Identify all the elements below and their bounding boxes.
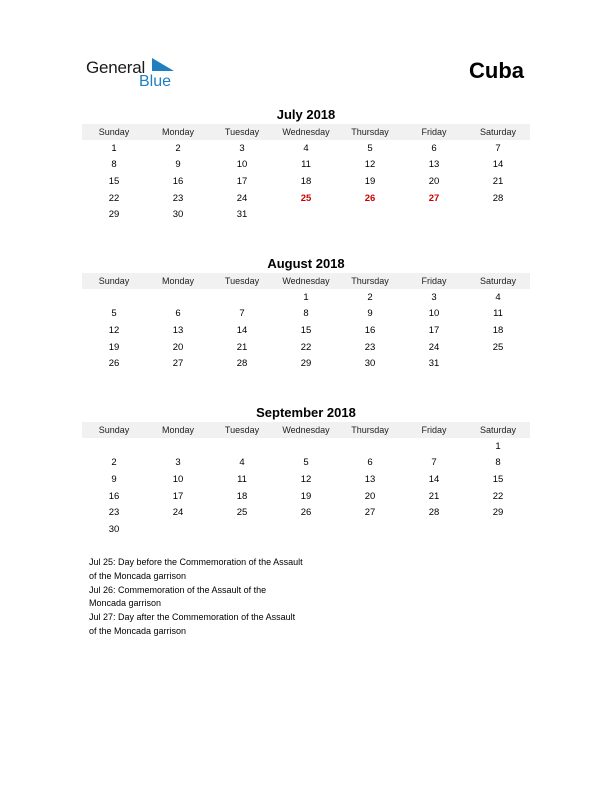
day-cell: 5 (367, 142, 373, 154)
weekday-label: Monday (161, 276, 195, 286)
day-cell: 27 (364, 507, 376, 519)
day-cell: 2 (111, 457, 117, 469)
weekday-label: Wednesday (282, 276, 330, 286)
day-cell: 5 (303, 457, 309, 469)
week-row (82, 306, 530, 323)
day-cell: 18 (492, 324, 504, 336)
month-title: July 2018 (276, 107, 336, 122)
note-line: Jul 25: Day before the Commemoration of the Assault (89, 557, 303, 567)
day-cell: 23 (364, 341, 376, 353)
day-cell: 3 (431, 291, 437, 303)
logo-general-text: General (86, 58, 146, 77)
day-cell: 2 (175, 142, 181, 154)
logo-triangle-icon (152, 58, 176, 72)
day-cell: 16 (108, 490, 120, 502)
day-cell: 28 (236, 358, 248, 370)
day-cell: 14 (492, 159, 504, 171)
week-row (82, 438, 530, 455)
month-july (82, 106, 530, 223)
weekday-label: Sunday (98, 425, 130, 435)
day-cell: 13 (364, 473, 376, 485)
day-cell: 9 (111, 473, 117, 485)
day-cell: 31 (236, 209, 248, 221)
weekday-label: Wednesday (282, 425, 330, 435)
day-cell: 9 (367, 308, 373, 320)
day-cell: 14 (236, 324, 248, 336)
note-line: of the Moncada garrison (89, 570, 187, 581)
week-row (82, 206, 530, 223)
day-cell: 31 (428, 358, 440, 370)
day-cell: 23 (108, 507, 120, 519)
day-cell: 12 (300, 473, 312, 485)
day-cell: 30 (172, 209, 184, 221)
day-cell: 6 (431, 142, 437, 154)
weekday-label: Sunday (98, 276, 130, 286)
week-row (82, 471, 530, 488)
note-line: Jul 27: Day after the Commemoration of the Assault (89, 612, 296, 623)
week-row (82, 322, 530, 339)
day-cell: 3 (175, 457, 181, 469)
day-cell: 19 (108, 341, 120, 353)
day-cell: 30 (108, 523, 120, 535)
weekday-label: Friday (421, 276, 447, 286)
day-cell: 15 (108, 175, 120, 187)
day-cell: 22 (492, 490, 504, 502)
day-cell: 6 (175, 308, 181, 320)
weekday-label: Monday (161, 127, 195, 137)
day-cell: 21 (236, 341, 248, 353)
day-cell: 8 (111, 159, 117, 171)
day-cell: 10 (428, 308, 440, 320)
day-cell: 25 (236, 507, 248, 519)
day-cell: 14 (428, 473, 440, 485)
day-cell: 15 (300, 324, 312, 336)
day-cell: 22 (108, 192, 120, 204)
weekday-label: Tuesday (224, 276, 260, 286)
day-cell: 7 (495, 142, 501, 154)
day-cell: 21 (428, 490, 440, 502)
day-cell: 7 (239, 308, 245, 320)
weekday-label: Saturday (479, 276, 517, 286)
day-cell: 29 (300, 358, 312, 370)
week-row (82, 157, 530, 174)
day-cell: 20 (364, 490, 376, 502)
day-cell: 29 (108, 209, 120, 221)
weekday-label: Sunday (98, 127, 130, 137)
day-cell: 30 (364, 358, 376, 370)
weekday-label: Friday (421, 425, 447, 435)
weekday-label: Wednesday (282, 127, 330, 137)
weekday-label: Tuesday (224, 127, 260, 137)
weekday-header (82, 422, 530, 438)
day-cell: 5 (111, 308, 117, 320)
day-cell: 17 (236, 175, 248, 187)
weekday-label: Friday (421, 127, 447, 137)
day-cell: 3 (239, 142, 245, 154)
note-line: Moncada garrison (89, 598, 162, 609)
day-cell: 9 (175, 159, 181, 171)
week-row (82, 455, 530, 472)
month-title: August 2018 (267, 256, 345, 271)
weekday-label: Thursday (351, 425, 389, 435)
week-row (82, 190, 530, 207)
weekday-header (82, 273, 530, 289)
day-cell: 7 (431, 457, 437, 469)
day-cell: 28 (492, 192, 504, 204)
day-cell: 1 (495, 440, 501, 452)
note-line: Jul 26: Commemoration of the Assault of the (89, 584, 267, 595)
day-cell: 11 (237, 473, 247, 485)
day-cell: 20 (428, 175, 440, 187)
weekday-label: Saturday (479, 425, 517, 435)
day-cell: 18 (300, 175, 312, 187)
week-row (82, 504, 530, 521)
day-cell: 28 (428, 507, 440, 519)
day-cell: 10 (172, 473, 184, 485)
holiday-notes (89, 556, 349, 639)
day-cell: 18 (236, 490, 248, 502)
day-cell: 4 (303, 142, 309, 154)
weekday-label: Saturday (479, 127, 517, 137)
day-cell: 13 (428, 159, 440, 171)
day-cell: 19 (300, 490, 312, 502)
holiday-day-cell: 27 (428, 192, 440, 204)
day-cell: 26 (108, 358, 120, 370)
day-cell: 17 (172, 490, 184, 502)
day-cell: 22 (300, 341, 312, 353)
day-cell: 25 (492, 341, 504, 353)
week-row (82, 140, 530, 157)
day-cell: 4 (495, 291, 501, 303)
day-cell: 13 (172, 324, 184, 336)
week-row (82, 339, 530, 356)
month-title: September 2018 (256, 405, 356, 420)
day-cell: 12 (364, 159, 376, 171)
month-august (82, 255, 530, 372)
week-row (82, 289, 530, 306)
day-cell: 6 (367, 457, 373, 469)
day-cell: 15 (492, 473, 504, 485)
week-row (82, 173, 530, 190)
day-cell: 26 (300, 507, 312, 519)
day-cell: 24 (172, 507, 184, 519)
day-cell: 16 (172, 175, 184, 187)
weekday-label: Thursday (351, 127, 389, 137)
logo (86, 56, 206, 96)
day-cell: 24 (428, 341, 440, 353)
weekday-header (82, 124, 530, 140)
day-cell: 10 (236, 159, 248, 171)
country-title: Cuba (469, 58, 524, 83)
day-cell: 1 (111, 142, 117, 154)
holiday-day-cell: 25 (300, 192, 312, 204)
day-cell: 24 (236, 192, 248, 204)
day-cell: 8 (303, 308, 309, 320)
week-row (82, 488, 530, 505)
month-september (82, 404, 530, 538)
week-row (82, 521, 530, 538)
day-cell: 4 (239, 457, 245, 469)
day-cell: 1 (303, 291, 309, 303)
day-cell: 23 (172, 192, 184, 204)
holiday-day-cell: 26 (364, 192, 376, 204)
weekday-label: Thursday (351, 276, 389, 286)
weekday-label: Tuesday (224, 425, 260, 435)
day-cell: 2 (367, 291, 373, 303)
week-row (82, 355, 530, 372)
day-cell: 20 (172, 341, 184, 353)
note-line: of the Moncada garrison (89, 625, 187, 636)
day-cell: 21 (492, 175, 504, 187)
day-cell: 11 (301, 159, 311, 171)
day-cell: 29 (492, 507, 504, 519)
day-cell: 8 (495, 457, 501, 469)
day-cell: 11 (493, 308, 503, 320)
day-cell: 19 (364, 175, 376, 187)
day-cell: 27 (172, 358, 184, 370)
logo-blue-text: Blue (139, 73, 172, 90)
day-cell: 17 (428, 324, 440, 336)
weekday-label: Monday (161, 425, 195, 435)
day-cell: 16 (364, 324, 376, 336)
day-cell: 12 (108, 324, 120, 336)
